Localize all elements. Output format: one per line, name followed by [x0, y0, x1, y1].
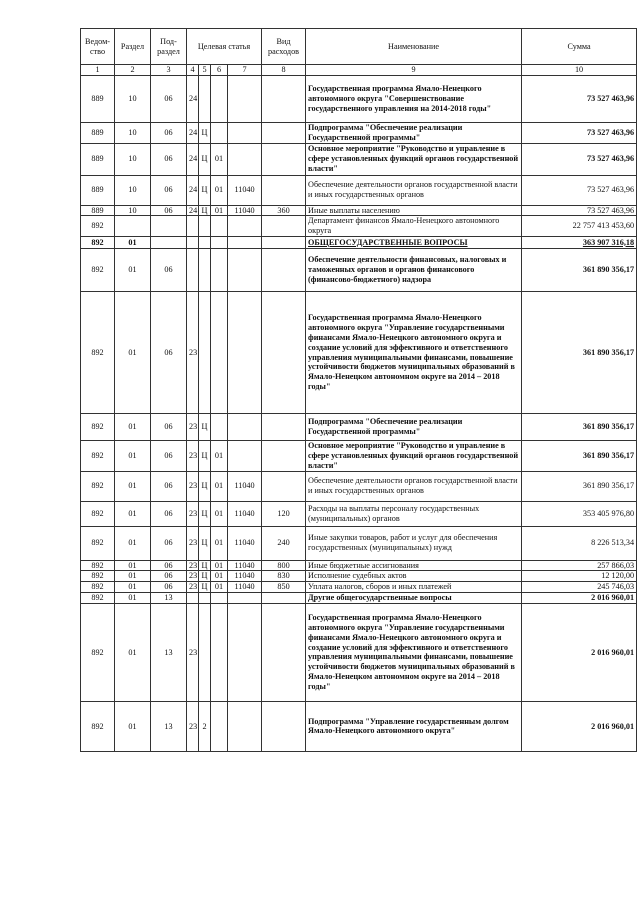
cell-naimenovanie: Обеспечение деятельности органов государственной власти и иных государственных органов	[306, 471, 522, 501]
table-row	[81, 471, 637, 501]
cell-tselevaya-2	[199, 237, 211, 249]
cell-naimenovanie: Государственная программа Ямало-Ненецкого автономного округа "Управление государственными финансами Ямало-Ненецкого автономного округа и создание условий для эффективного и ответственного управления муниципальными финансами, повышение устойчивости бюджетов муниципальных образований в Ямало-Ненецком автономном округе на 2014 – 2018 годы"	[306, 292, 522, 414]
table-row	[81, 216, 637, 237]
cell-tselevaya-1: 23	[187, 701, 199, 751]
cell-tselevaya-1	[187, 237, 199, 249]
cell-vid-raskhodov	[262, 441, 306, 472]
cell-vedomstvo: 892	[81, 526, 115, 560]
cell-vid-raskhodov	[262, 471, 306, 501]
table-row	[81, 249, 637, 292]
cell-vedomstvo: 892	[81, 571, 115, 582]
header-naimenovanie: Наименование	[306, 29, 522, 65]
column-number: 5	[199, 65, 211, 76]
cell-tselevaya-2: 2	[199, 701, 211, 751]
cell-tselevaya-1: 24	[187, 122, 199, 143]
cell-vid-raskhodov: 360	[262, 205, 306, 216]
cell-razdel: 10	[115, 175, 151, 205]
cell-vid-raskhodov	[262, 249, 306, 292]
cell-summa: 73 527 463,96	[522, 143, 637, 175]
cell-vedomstvo: 892	[81, 603, 115, 701]
cell-summa: 257 866,03	[522, 560, 637, 571]
cell-razdel: 01	[115, 560, 151, 571]
cell-summa: 361 890 356,17	[522, 441, 637, 472]
cell-tselevaya-3	[211, 292, 228, 414]
cell-tselevaya-2: Ц	[199, 582, 211, 593]
cell-podrazdel: 13	[151, 603, 187, 701]
cell-tselevaya-3: 01	[211, 526, 228, 560]
cell-tselevaya-1: 24	[187, 175, 199, 205]
cell-vid-raskhodov	[262, 143, 306, 175]
cell-vid-raskhodov: 120	[262, 501, 306, 526]
cell-razdel: 01	[115, 249, 151, 292]
table-row	[81, 571, 637, 582]
header-tselevaya-statya: Целевая статья	[187, 29, 262, 65]
cell-tselevaya-2: Ц	[199, 414, 211, 441]
cell-podrazdel	[151, 237, 187, 249]
cell-tselevaya-2: Ц	[199, 571, 211, 582]
cell-naimenovanie: Обеспечение деятельности органов государственной власти и иных государственных органов	[306, 175, 522, 205]
cell-tselevaya-1	[187, 249, 199, 292]
cell-tselevaya-4	[228, 143, 262, 175]
cell-tselevaya-2: Ц	[199, 501, 211, 526]
cell-summa: 73 527 463,96	[522, 175, 637, 205]
cell-naimenovanie: Обеспечение деятельности финансовых, налоговых и таможенных органов и органов финансового (финансово-бюджетного) надзора	[306, 249, 522, 292]
cell-vid-raskhodov: 240	[262, 526, 306, 560]
cell-tselevaya-1: 24	[187, 75, 199, 122]
cell-tselevaya-4	[228, 593, 262, 604]
cell-tselevaya-2: Ц	[199, 175, 211, 205]
cell-vedomstvo: 892	[81, 216, 115, 237]
cell-podrazdel: 06	[151, 560, 187, 571]
cell-naimenovanie: Иные выплаты населению	[306, 205, 522, 216]
cell-vid-raskhodov: 800	[262, 560, 306, 571]
cell-vid-raskhodov: 850	[262, 582, 306, 593]
header-row	[81, 29, 637, 65]
cell-vid-raskhodov	[262, 701, 306, 751]
cell-tselevaya-3	[211, 414, 228, 441]
cell-razdel: 01	[115, 526, 151, 560]
cell-naimenovanie: Департамент финансов Ямало-Ненецкого автономного округа	[306, 216, 522, 237]
column-number: 7	[228, 65, 262, 76]
cell-naimenovanie: Основное мероприятие "Руководство и управление в сфере установленных функций органов государственной власти"	[306, 441, 522, 472]
cell-razdel: 10	[115, 122, 151, 143]
cell-summa: 353 405 976,80	[522, 501, 637, 526]
cell-podrazdel: 06	[151, 122, 187, 143]
column-number: 6	[211, 65, 228, 76]
cell-podrazdel: 06	[151, 292, 187, 414]
cell-vedomstvo: 889	[81, 175, 115, 205]
cell-tselevaya-2: Ц	[199, 441, 211, 472]
cell-naimenovanie: Подпрограмма "Обеспечение реализации Государственной программы"	[306, 122, 522, 143]
cell-tselevaya-4	[228, 414, 262, 441]
cell-naimenovanie: ОБЩЕГОСУДАРСТВЕННЫЕ ВОПРОСЫ	[306, 237, 522, 249]
header-vid-raskhodov: Вид расходов	[262, 29, 306, 65]
cell-tselevaya-1: 23	[187, 414, 199, 441]
cell-vid-raskhodov	[262, 603, 306, 701]
column-number: 2	[115, 65, 151, 76]
cell-tselevaya-2	[199, 603, 211, 701]
cell-podrazdel: 06	[151, 249, 187, 292]
cell-tselevaya-3: 01	[211, 205, 228, 216]
cell-tselevaya-4: 11040	[228, 582, 262, 593]
cell-vid-raskhodov	[262, 122, 306, 143]
cell-summa: 2 016 960,01	[522, 593, 637, 604]
cell-tselevaya-2	[199, 593, 211, 604]
cell-tselevaya-3	[211, 75, 228, 122]
table-row	[81, 593, 637, 604]
cell-podrazdel: 06	[151, 526, 187, 560]
cell-tselevaya-3: 01	[211, 501, 228, 526]
cell-tselevaya-4	[228, 603, 262, 701]
table-row	[81, 205, 637, 216]
cell-tselevaya-3: 01	[211, 471, 228, 501]
cell-razdel: 01	[115, 501, 151, 526]
cell-razdel: 01	[115, 701, 151, 751]
cell-tselevaya-3: 01	[211, 175, 228, 205]
cell-tselevaya-1: 24	[187, 205, 199, 216]
cell-podrazdel: 06	[151, 441, 187, 472]
cell-tselevaya-4: 11040	[228, 501, 262, 526]
cell-summa: 12 120,00	[522, 571, 637, 582]
cell-naimenovanie: Другие общегосударственные вопросы	[306, 593, 522, 604]
header-vedomstvo: Ведом-ство	[81, 29, 115, 65]
cell-podrazdel: 06	[151, 143, 187, 175]
cell-naimenovanie: Иные бюджетные ассигнования	[306, 560, 522, 571]
cell-naimenovanie: Иные закупки товаров, работ и услуг для обеспечения государственных (муниципальных) нужд	[306, 526, 522, 560]
cell-podrazdel: 06	[151, 501, 187, 526]
cell-tselevaya-4	[228, 122, 262, 143]
table-body	[81, 75, 637, 751]
cell-vid-raskhodov: 830	[262, 571, 306, 582]
column-number: 4	[187, 65, 199, 76]
table-row	[81, 560, 637, 571]
cell-naimenovanie: Государственная программа Ямало-Ненецкого автономного округа "Совершенствование государственного управления на 2014-2018 годы"	[306, 75, 522, 122]
cell-vedomstvo: 892	[81, 560, 115, 571]
cell-razdel: 01	[115, 603, 151, 701]
cell-tselevaya-1: 23	[187, 582, 199, 593]
cell-tselevaya-2	[199, 292, 211, 414]
column-number: 8	[262, 65, 306, 76]
cell-tselevaya-3: 01	[211, 560, 228, 571]
table-row	[81, 603, 637, 701]
cell-razdel	[115, 216, 151, 237]
column-number: 1	[81, 65, 115, 76]
cell-tselevaya-1: 23	[187, 571, 199, 582]
cell-tselevaya-2	[199, 216, 211, 237]
table-row	[81, 701, 637, 751]
cell-podrazdel: 06	[151, 205, 187, 216]
cell-vid-raskhodov	[262, 75, 306, 122]
cell-summa: 363 907 316,18	[522, 237, 637, 249]
cell-tselevaya-1: 23	[187, 560, 199, 571]
cell-naimenovanie: Подпрограмма "Управление государственным долгом Ямало-Ненецкого автономного округа"	[306, 701, 522, 751]
cell-tselevaya-3: 01	[211, 143, 228, 175]
cell-vid-raskhodov	[262, 175, 306, 205]
header-podrazdel: Под-раздел	[151, 29, 187, 65]
cell-razdel: 01	[115, 471, 151, 501]
cell-tselevaya-2: Ц	[199, 471, 211, 501]
cell-tselevaya-1	[187, 593, 199, 604]
cell-podrazdel: 06	[151, 582, 187, 593]
cell-tselevaya-2: Ц	[199, 526, 211, 560]
cell-podrazdel	[151, 216, 187, 237]
cell-naimenovanie: Уплата налогов, сборов и иных платежей	[306, 582, 522, 593]
cell-podrazdel: 06	[151, 471, 187, 501]
cell-tselevaya-4: 11040	[228, 471, 262, 501]
cell-summa: 361 890 356,17	[522, 471, 637, 501]
cell-vedomstvo: 889	[81, 143, 115, 175]
cell-podrazdel: 06	[151, 75, 187, 122]
column-number-row	[81, 65, 637, 76]
cell-tselevaya-1	[187, 216, 199, 237]
table-row	[81, 237, 637, 249]
cell-tselevaya-1: 23	[187, 526, 199, 560]
cell-vedomstvo: 892	[81, 501, 115, 526]
cell-tselevaya-4: 11040	[228, 526, 262, 560]
cell-podrazdel: 06	[151, 571, 187, 582]
table-row	[81, 75, 637, 122]
cell-vedomstvo: 892	[81, 593, 115, 604]
cell-razdel: 10	[115, 205, 151, 216]
cell-razdel: 01	[115, 582, 151, 593]
cell-razdel: 01	[115, 292, 151, 414]
cell-tselevaya-3	[211, 216, 228, 237]
cell-vedomstvo: 892	[81, 292, 115, 414]
cell-tselevaya-2	[199, 75, 211, 122]
column-number: 9	[306, 65, 522, 76]
cell-naimenovanie: Расходы на выплаты персоналу государственных (муниципальных) органов	[306, 501, 522, 526]
cell-vedomstvo: 892	[81, 471, 115, 501]
cell-vedomstvo: 892	[81, 414, 115, 441]
cell-tselevaya-3	[211, 701, 228, 751]
cell-tselevaya-4: 11040	[228, 175, 262, 205]
cell-razdel: 10	[115, 143, 151, 175]
cell-vedomstvo: 892	[81, 701, 115, 751]
cell-summa: 361 890 356,17	[522, 414, 637, 441]
cell-vedomstvo: 889	[81, 75, 115, 122]
cell-summa: 361 890 356,17	[522, 292, 637, 414]
cell-tselevaya-2: Ц	[199, 560, 211, 571]
cell-tselevaya-3: 01	[211, 441, 228, 472]
cell-tselevaya-2: Ц	[199, 122, 211, 143]
cell-tselevaya-2: Ц	[199, 205, 211, 216]
cell-razdel: 01	[115, 571, 151, 582]
cell-vedomstvo: 892	[81, 249, 115, 292]
header-razdel: Раздел	[115, 29, 151, 65]
cell-summa: 73 527 463,96	[522, 122, 637, 143]
header-summa: Сумма	[522, 29, 637, 65]
cell-vedomstvo: 892	[81, 441, 115, 472]
cell-tselevaya-4: 11040	[228, 205, 262, 216]
cell-summa: 245 746,03	[522, 582, 637, 593]
cell-naimenovanie: Государственная программа Ямало-Ненецкого автономного округа "Управление государственными финансами Ямало-Ненецкого автономного округа и создание условий для эффективного и ответственного управления муниципальными финансами, повышение устойчивости бюджетов муниципальных образований в Ямало-Ненецком автономном округе на 2014 – 2018 годы"	[306, 603, 522, 701]
cell-vid-raskhodov	[262, 292, 306, 414]
cell-razdel: 01	[115, 593, 151, 604]
cell-tselevaya-1: 23	[187, 292, 199, 414]
cell-razdel: 01	[115, 441, 151, 472]
table-row	[81, 526, 637, 560]
cell-vid-raskhodov	[262, 593, 306, 604]
cell-tselevaya-3: 01	[211, 571, 228, 582]
cell-tselevaya-2: Ц	[199, 143, 211, 175]
cell-tselevaya-1: 23	[187, 603, 199, 701]
cell-tselevaya-1: 24	[187, 143, 199, 175]
cell-naimenovanie: Исполнение судебных актов	[306, 571, 522, 582]
cell-podrazdel: 13	[151, 701, 187, 751]
cell-tselevaya-1: 23	[187, 441, 199, 472]
table-row	[81, 441, 637, 472]
cell-summa: 73 527 463,96	[522, 205, 637, 216]
table-row	[81, 501, 637, 526]
cell-summa: 2 016 960,01	[522, 603, 637, 701]
cell-summa: 22 757 413 453,60	[522, 216, 637, 237]
cell-vid-raskhodov	[262, 216, 306, 237]
cell-vedomstvo: 892	[81, 582, 115, 593]
cell-tselevaya-4	[228, 292, 262, 414]
cell-razdel: 10	[115, 75, 151, 122]
cell-vedomstvo: 889	[81, 205, 115, 216]
table-row	[81, 122, 637, 143]
table-row	[81, 582, 637, 593]
cell-razdel: 01	[115, 237, 151, 249]
column-number: 3	[151, 65, 187, 76]
cell-tselevaya-4	[228, 701, 262, 751]
table-row	[81, 292, 637, 414]
budget-table	[80, 28, 637, 752]
cell-tselevaya-3	[211, 237, 228, 249]
cell-tselevaya-1: 23	[187, 471, 199, 501]
table-row	[81, 175, 637, 205]
cell-tselevaya-1: 23	[187, 501, 199, 526]
cell-summa: 8 226 513,34	[522, 526, 637, 560]
cell-naimenovanie: Основное мероприятие "Руководство и управление в сфере установленных функций органов государственной власти"	[306, 143, 522, 175]
cell-tselevaya-4: 11040	[228, 571, 262, 582]
cell-tselevaya-3	[211, 249, 228, 292]
cell-podrazdel: 06	[151, 414, 187, 441]
cell-razdel: 01	[115, 414, 151, 441]
cell-tselevaya-3	[211, 122, 228, 143]
cell-tselevaya-3: 01	[211, 582, 228, 593]
cell-summa: 2 016 960,01	[522, 701, 637, 751]
cell-naimenovanie: Подпрограмма "Обеспечение реализации Государственной программы"	[306, 414, 522, 441]
cell-tselevaya-4	[228, 249, 262, 292]
cell-tselevaya-4	[228, 237, 262, 249]
cell-tselevaya-3	[211, 593, 228, 604]
cell-summa: 361 890 356,17	[522, 249, 637, 292]
table-row	[81, 143, 637, 175]
cell-tselevaya-3	[211, 603, 228, 701]
cell-tselevaya-4: 11040	[228, 560, 262, 571]
cell-podrazdel: 13	[151, 593, 187, 604]
column-number: 10	[522, 65, 637, 76]
cell-tselevaya-4	[228, 75, 262, 122]
cell-tselevaya-4	[228, 441, 262, 472]
cell-podrazdel: 06	[151, 175, 187, 205]
cell-vedomstvo: 892	[81, 237, 115, 249]
cell-tselevaya-2	[199, 249, 211, 292]
cell-vid-raskhodov	[262, 237, 306, 249]
cell-summa: 73 527 463,96	[522, 75, 637, 122]
cell-vedomstvo: 889	[81, 122, 115, 143]
table-row	[81, 414, 637, 441]
cell-vid-raskhodov	[262, 414, 306, 441]
cell-tselevaya-4	[228, 216, 262, 237]
